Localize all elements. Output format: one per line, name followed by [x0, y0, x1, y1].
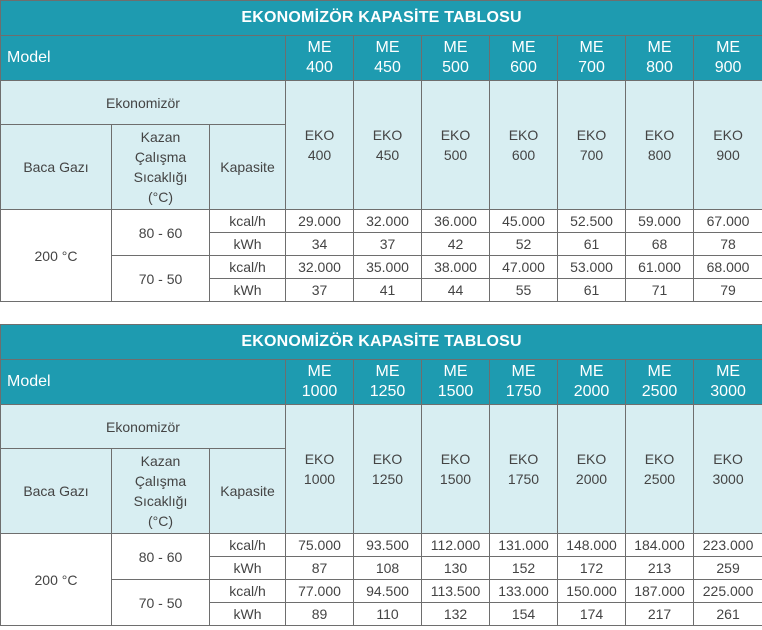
value-cell: 110 [354, 603, 422, 626]
model-cell [694, 36, 762, 81]
value-cell: 112.000 [422, 534, 490, 557]
eko-cell-line-1: EKO [372, 451, 403, 467]
value-cell: 150.000 [558, 580, 626, 603]
value-cell: 225.000 [694, 580, 762, 603]
model-cell [558, 360, 626, 405]
eko-cell-line-2: 450 [375, 147, 400, 163]
value-cell: 45.000 [490, 210, 558, 233]
model-cell-line-2: 450 [374, 59, 401, 76]
eko-cell-line-2: 1750 [507, 471, 540, 487]
table-row [1, 580, 762, 603]
ekonomizor-label: Ekonomizör [1, 405, 286, 449]
baca-temp: 200 °C [1, 210, 112, 302]
value-cell: 113.500 [422, 580, 490, 603]
model-cell [490, 36, 558, 81]
eko-cell-line-1: EKO [713, 127, 743, 143]
model-cell-line-2: 700 [578, 59, 605, 76]
value-cell: 172 [558, 557, 626, 580]
value-cell: 94.500 [354, 580, 422, 603]
eko-cell-line-1: EKO [644, 451, 675, 467]
eko-cell [694, 405, 762, 534]
value-cell: 55 [490, 279, 558, 302]
unit-label: kWh [210, 233, 286, 256]
eko-cell-line-1: EKO [440, 127, 471, 143]
model-cell [354, 360, 422, 405]
kazan-label [112, 125, 210, 210]
unit-label: kcal/h [210, 580, 286, 603]
eko-cell-line-2: 500 [443, 147, 468, 163]
eko-cell [626, 81, 694, 210]
value-cell: 52.500 [558, 210, 626, 233]
eko-cell [286, 81, 354, 210]
model-cell-line-2: 2500 [641, 383, 678, 400]
eko-cell [490, 405, 558, 534]
kazan-label-line-3: Sıcaklığı [133, 169, 188, 185]
table-row [1, 256, 762, 279]
value-cell: 78 [694, 233, 762, 256]
eko-cell-line-1: EKO [576, 451, 607, 467]
value-cell: 52 [490, 233, 558, 256]
value-cell: 44 [422, 279, 490, 302]
model-cell [626, 360, 694, 405]
value-cell: 67.000 [694, 210, 762, 233]
value-cell: 213 [626, 557, 694, 580]
eko-cell-line-1: EKO [508, 451, 539, 467]
model-cell [558, 36, 626, 81]
value-cell: 89 [286, 603, 354, 626]
model-cell [354, 36, 422, 81]
value-cell: 93.500 [354, 534, 422, 557]
model-cell-line-1: ME [716, 363, 741, 380]
value-cell: 68 [626, 233, 694, 256]
model-cell [286, 36, 354, 81]
eko-cell-line-1: EKO [713, 451, 743, 467]
eko-cell [286, 405, 354, 534]
eko-cell-line-2: 800 [647, 147, 672, 163]
model-cell-line-1: ME [375, 39, 400, 56]
eko-cell [422, 81, 490, 210]
kazan-label-line-4: (°C) [147, 189, 174, 205]
kapasite-label: Kapasite [210, 449, 286, 534]
unit-label: kcal/h [210, 210, 286, 233]
model-cell-line-2: 1500 [437, 383, 474, 400]
unit-label: kWh [210, 603, 286, 626]
eko-cell [422, 405, 490, 534]
value-cell: 152 [490, 557, 558, 580]
model-cell-line-1: ME [307, 363, 332, 380]
unit-label: kWh [210, 279, 286, 302]
model-cell-line-1: ME [443, 39, 468, 56]
value-cell: 41 [354, 279, 422, 302]
eko-cell [558, 81, 626, 210]
baca-gazi-label: Baca Gazı [1, 125, 112, 210]
value-cell: 79 [694, 279, 762, 302]
eko-cell-line-2: 1250 [371, 471, 404, 487]
temp-range: 70 - 50 [112, 580, 210, 626]
value-cell: 87 [286, 557, 354, 580]
eko-cell-line-1: EKO [440, 451, 471, 467]
eko-cell-line-2: 700 [579, 147, 604, 163]
kazan-label-line-1: Kazan [140, 129, 181, 145]
model-cell-line-1: ME [716, 39, 741, 56]
eko-cell-line-2: 900 [716, 147, 740, 163]
value-cell: 61.000 [626, 256, 694, 279]
model-cell-line-1: ME [375, 363, 400, 380]
eko-cell-line-2: 2000 [575, 471, 608, 487]
model-cell-line-2: 1750 [505, 383, 542, 400]
value-cell: 187.000 [626, 580, 694, 603]
eko-cell [626, 405, 694, 534]
model-cell-line-2: 3000 [710, 383, 746, 400]
value-cell: 37 [286, 279, 354, 302]
value-cell: 131.000 [490, 534, 558, 557]
eko-cell-line-2: 1000 [303, 471, 336, 487]
value-cell: 47.000 [490, 256, 558, 279]
value-cell: 37 [354, 233, 422, 256]
table-title: EKONOMİZÖR KAPASİTE TABLOSU [1, 325, 762, 360]
unit-label: kWh [210, 557, 286, 580]
value-cell: 34 [286, 233, 354, 256]
temp-range: 80 - 60 [112, 534, 210, 580]
value-cell: 35.000 [354, 256, 422, 279]
eko-cell-line-2: 3000 [712, 471, 744, 487]
eko-cell [694, 81, 762, 210]
kazan-label-line-4: (°C) [147, 513, 174, 529]
model-cell [490, 360, 558, 405]
eko-cell-line-1: EKO [508, 127, 539, 143]
model-cell [626, 36, 694, 81]
value-cell: 42 [422, 233, 490, 256]
value-cell: 32.000 [286, 256, 354, 279]
unit-label: kcal/h [210, 256, 286, 279]
model-cell-line-1: ME [647, 39, 672, 56]
model-cell [286, 360, 354, 405]
eko-cell-line-2: 600 [511, 147, 536, 163]
model-cell-line-2: 500 [442, 59, 469, 76]
eko-cell-line-2: 1500 [439, 471, 472, 487]
value-cell: 259 [694, 557, 762, 580]
kazan-label-line-2: Çalışma [134, 149, 187, 165]
value-cell: 29.000 [286, 210, 354, 233]
value-cell: 130 [422, 557, 490, 580]
value-cell: 223.000 [694, 534, 762, 557]
model-label: Model [1, 36, 286, 81]
value-cell: 68.000 [694, 256, 762, 279]
value-cell: 53.000 [558, 256, 626, 279]
model-cell-line-1: ME [511, 363, 536, 380]
value-cell: 38.000 [422, 256, 490, 279]
value-cell: 61 [558, 279, 626, 302]
value-cell: 75.000 [286, 534, 354, 557]
kapasite-label: Kapasite [210, 125, 286, 210]
eko-cell-line-1: EKO [372, 127, 403, 143]
unit-label: kcal/h [210, 534, 286, 557]
value-cell: 217 [626, 603, 694, 626]
value-cell: 71 [626, 279, 694, 302]
baca-temp: 200 °C [1, 534, 112, 626]
value-cell: 184.000 [626, 534, 694, 557]
model-cell-line-1: ME [579, 363, 604, 380]
value-cell: 148.000 [558, 534, 626, 557]
kazan-label [112, 449, 210, 534]
model-cell-line-2: 900 [714, 59, 742, 76]
table-title: EKONOMİZÖR KAPASİTE TABLOSU [1, 1, 762, 36]
value-cell: 154 [490, 603, 558, 626]
kazan-label-line-3: Sıcaklığı [133, 493, 188, 509]
model-cell [694, 360, 762, 405]
model-cell-line-2: 1250 [369, 383, 406, 400]
temp-range: 80 - 60 [112, 210, 210, 256]
ekonomizor-label: Ekonomizör [1, 81, 286, 125]
eko-cell-line-1: EKO [644, 127, 675, 143]
value-cell: 77.000 [286, 580, 354, 603]
temp-range: 70 - 50 [112, 256, 210, 302]
model-cell-line-2: 800 [646, 59, 673, 76]
table-row [1, 210, 762, 233]
value-cell: 32.000 [354, 210, 422, 233]
value-cell: 59.000 [626, 210, 694, 233]
model-cell [422, 360, 490, 405]
capacity-table [0, 324, 762, 626]
eko-cell-line-1: EKO [304, 451, 335, 467]
kazan-label-line-2: Çalışma [134, 473, 187, 489]
eko-cell [490, 81, 558, 210]
model-cell-line-2: 600 [510, 59, 537, 76]
model-cell-line-1: ME [511, 39, 536, 56]
model-cell [422, 36, 490, 81]
table-row [1, 534, 762, 557]
eko-cell-line-2: 400 [307, 147, 332, 163]
model-label: Model [1, 360, 286, 405]
kazan-label-line-1: Kazan [140, 453, 181, 469]
model-cell-line-2: 2000 [573, 383, 610, 400]
model-cell-line-1: ME [307, 39, 332, 56]
eko-cell-line-2: 2500 [643, 471, 676, 487]
value-cell: 174 [558, 603, 626, 626]
model-cell-line-1: ME [647, 363, 672, 380]
eko-cell [354, 81, 422, 210]
model-cell-line-1: ME [443, 363, 468, 380]
model-cell-line-2: 400 [306, 59, 333, 76]
value-cell: 61 [558, 233, 626, 256]
capacity-table [0, 0, 762, 302]
eko-cell-line-1: EKO [576, 127, 607, 143]
eko-cell-line-1: EKO [304, 127, 335, 143]
value-cell: 132 [422, 603, 490, 626]
baca-gazi-label: Baca Gazı [1, 449, 112, 534]
value-cell: 108 [354, 557, 422, 580]
model-cell-line-1: ME [579, 39, 604, 56]
model-cell-line-2: 1000 [301, 383, 338, 400]
value-cell: 36.000 [422, 210, 490, 233]
eko-cell [558, 405, 626, 534]
eko-cell [354, 405, 422, 534]
value-cell: 261 [694, 603, 762, 626]
value-cell: 133.000 [490, 580, 558, 603]
